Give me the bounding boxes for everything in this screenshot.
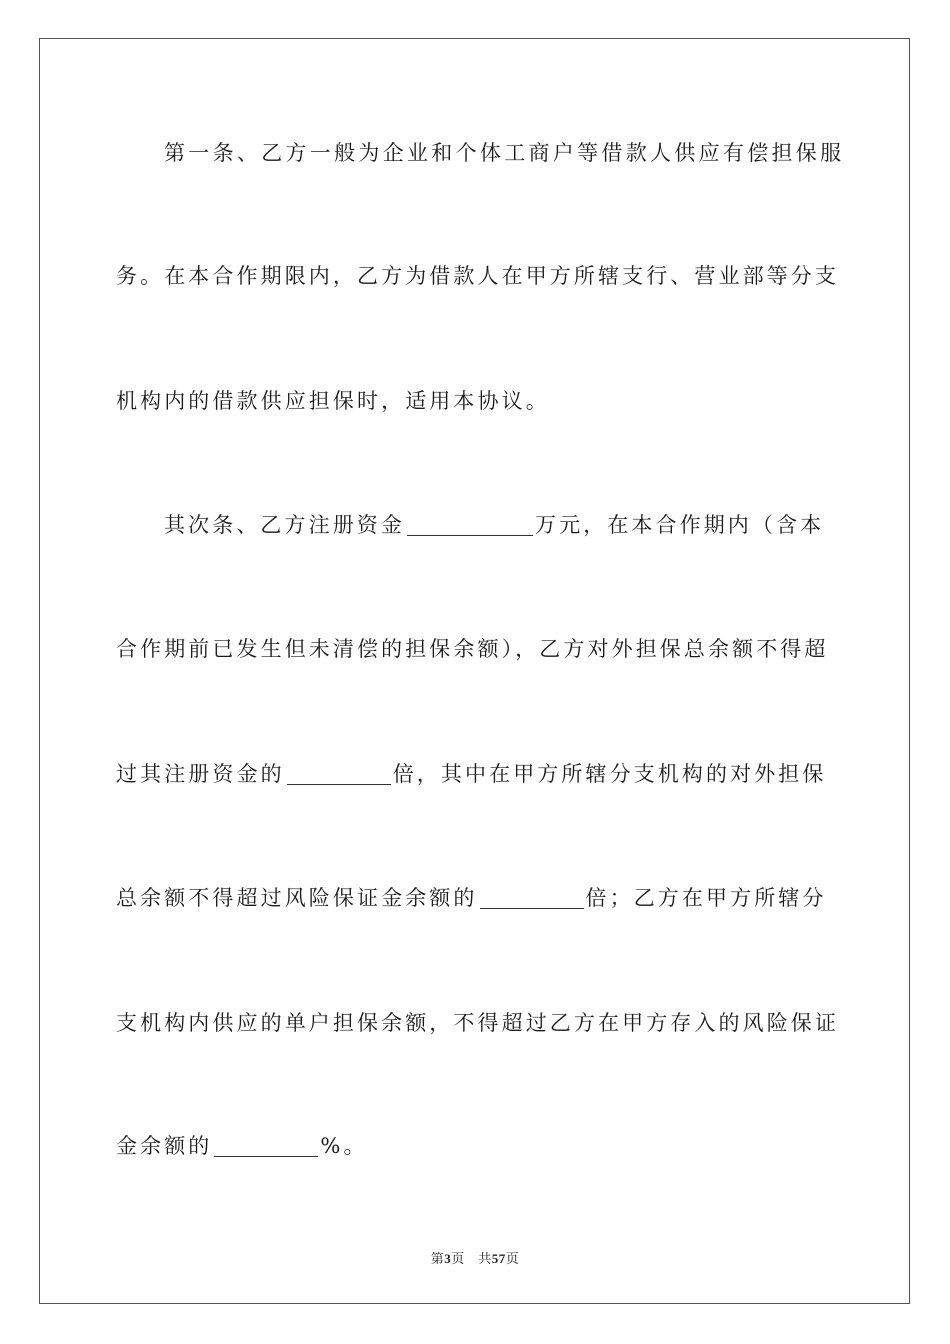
text-line: 支机构内供应的单户担保余额，不得超过乙方在甲方存入的风险保证 [116, 1011, 839, 1035]
text-line: 务。在本合作期限内，乙方为借款人在甲方所辖支行、营业部等分支 [116, 264, 839, 288]
paragraph-1-line-2 [116, 261, 839, 291]
percent-blank-field[interactable] [214, 1136, 318, 1157]
text-line: 机构内的借款供应担保时，适用本协议。 [116, 389, 550, 413]
page-border [39, 38, 910, 1304]
paragraph-2-line-3 [116, 759, 836, 789]
paragraph-2-line-5 [116, 1008, 839, 1038]
text-segment: 过其注册资金的 [116, 762, 285, 786]
page-number: 3 [444, 1251, 452, 1266]
paragraph-1-line-3 [116, 386, 836, 416]
paragraph-2-line-2 [116, 634, 836, 664]
page-total: 57 [491, 1251, 506, 1266]
text-line: 合作期前已发生但未清偿的担保余额），乙方对外担保总余额不得超 [116, 637, 829, 661]
page-prefix: 第 [430, 1252, 445, 1267]
page-mid: 页 共 [451, 1252, 492, 1267]
text-segment: 其次条、乙方注册资金 [164, 513, 405, 537]
paragraph-2-line-4 [116, 883, 836, 913]
text-segment: 金余额的 [116, 1134, 213, 1158]
paragraph-1-line-1 [164, 138, 845, 168]
text-line: 第一条、乙方一般为企业和个体工商户等借款人供应有偿担保服 [164, 141, 845, 165]
paragraph-2-line-1 [164, 510, 836, 540]
paragraph-2-line-6 [116, 1131, 836, 1161]
page-footer [0, 1248, 950, 1267]
page-suffix: 页 [505, 1252, 520, 1267]
text-segment: 倍，其中在甲方所辖分支机构的对外担保 [392, 762, 827, 786]
text-segment: 倍；乙方在甲方所辖分 [585, 886, 827, 910]
text-segment: 万元，在本合作期内（含本 [535, 513, 825, 537]
capital-blank-field[interactable] [407, 515, 533, 536]
text-segment: %。 [320, 1134, 368, 1158]
multiple-blank-field-1[interactable] [287, 764, 391, 785]
multiple-blank-field-2[interactable] [480, 888, 584, 909]
text-segment: 总余额不得超过风险保证金余额的 [116, 886, 478, 910]
